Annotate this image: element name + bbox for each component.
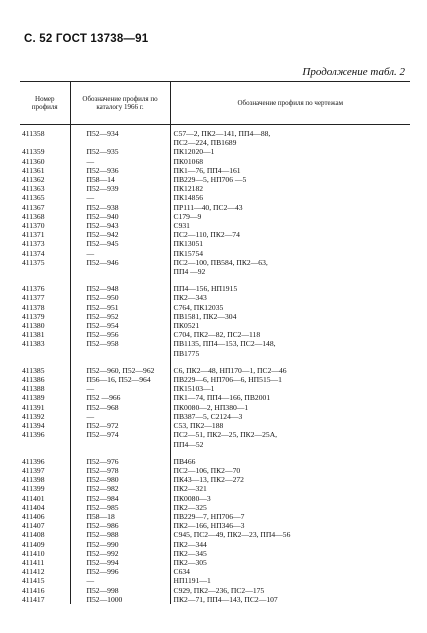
drawing-designation-line: ПК12020—1: [173, 147, 215, 157]
table-row: [20, 430, 410, 448]
drawing-designation-line: ПС2—51, ПК2—25, ПК2—25А,: [173, 430, 278, 440]
drawing-designation-cell: [170, 230, 410, 239]
catalog-designation-cell: П52—936: [70, 166, 170, 175]
catalog-designation-cell: П56—16, П52—964: [70, 375, 170, 384]
drawing-designation-cell: [170, 339, 410, 357]
drawing-designation-cell: [170, 430, 410, 448]
profile-table: [20, 81, 410, 604]
table-row: [20, 466, 410, 475]
catalog-designation-cell: —: [70, 193, 170, 202]
table-row: [20, 312, 410, 321]
table-row: [20, 567, 410, 576]
drawing-designation-line: ПВ1775: [173, 348, 200, 358]
profile-number-cell: 411365: [22, 193, 45, 203]
profile-number-cell: 411368: [22, 211, 45, 221]
profile-number-cell: 411386: [22, 375, 45, 385]
drawing-designation-cell: [170, 540, 410, 549]
drawing-designation-cell: [170, 521, 410, 530]
catalog-designation-cell: П52—951: [70, 303, 170, 312]
drawing-designation-cell: [170, 125, 410, 148]
catalog-designation-cell: П52—985: [70, 503, 170, 512]
profile-number-cell: 411407: [22, 521, 45, 531]
profile-number-cell: 411394: [22, 421, 45, 431]
table-row: [20, 595, 410, 604]
drawing-designation-line: ПП4—52: [173, 439, 204, 449]
drawing-designation-line: ПК12182: [173, 184, 204, 194]
catalog-designation-cell: П52—976: [70, 449, 170, 466]
table-row: [20, 375, 410, 384]
table-row: [20, 193, 410, 202]
table-row: [20, 239, 410, 248]
profile-number-cell: 411399: [22, 484, 45, 494]
drawing-designation-line: ПС2—110, ПК2—74: [173, 230, 240, 240]
profile-number-cell: 411381: [22, 330, 45, 340]
catalog-designation-cell: П52—943: [70, 221, 170, 230]
drawing-designation-cell: [170, 221, 410, 230]
drawing-designation-line: ПВ1135, ПП4—153, ПС2—148,: [173, 339, 276, 349]
drawing-designation-line: С764, ПК12035: [173, 302, 224, 312]
profile-number-cell: 411398: [22, 475, 45, 485]
catalog-designation-cell: П52—994: [70, 558, 170, 567]
drawing-designation-line: С634: [173, 567, 190, 577]
column-header-catalog-designation: Обозначение профиля по каталогу 1966 г.: [70, 82, 170, 125]
profile-number-cell: 411376: [22, 284, 45, 294]
catalog-designation-cell: П52—934: [70, 125, 170, 148]
drawing-designation-cell: [170, 239, 410, 248]
catalog-designation-cell: —: [70, 412, 170, 421]
table-body: [20, 125, 410, 604]
table-row: [20, 147, 410, 156]
drawing-designation-cell: [170, 175, 410, 184]
table-row: [20, 203, 410, 212]
drawing-designation-cell: [170, 403, 410, 412]
catalog-designation-cell: П52—978: [70, 466, 170, 475]
profile-number-cell: 411362: [22, 175, 45, 185]
catalog-designation-cell: П52—990: [70, 540, 170, 549]
profile-number-cell: 411408: [22, 530, 45, 540]
profile-number-cell: 411358: [22, 129, 45, 138]
table-row: [20, 339, 410, 357]
table-row: [20, 358, 410, 375]
table-row: [20, 125, 410, 148]
catalog-designation-cell: П52—939: [70, 184, 170, 193]
drawing-designation-cell: [170, 393, 410, 402]
drawing-designation-cell: [170, 276, 410, 293]
drawing-designation-cell: [170, 375, 410, 384]
table-row: [20, 484, 410, 493]
drawing-designation-line: ПК15754: [173, 248, 204, 258]
table-row: [20, 276, 410, 293]
drawing-designation-line: ПК0521: [173, 321, 200, 331]
table-row: [20, 403, 410, 412]
catalog-designation-cell: П52—942: [70, 230, 170, 239]
table-row: [20, 230, 410, 239]
table-row: [20, 421, 410, 430]
profile-number-cell: 411401: [22, 493, 45, 503]
catalog-designation-cell: П52 —966: [70, 393, 170, 402]
page-header: С. 52 ГОСТ 13738—91: [24, 33, 149, 45]
drawing-designation-line: НП1191—1: [173, 576, 211, 586]
drawing-designation-cell: [170, 258, 410, 276]
profile-number-cell: 411406: [22, 511, 45, 521]
drawing-designation-cell: [170, 193, 410, 202]
catalog-designation-cell: П52—950: [70, 293, 170, 302]
drawing-designation-line: ПВ1581, ПК2—304: [173, 311, 237, 321]
profile-number-cell: 411397: [22, 465, 45, 475]
drawing-designation-line: С53, ПК2—188: [173, 421, 224, 431]
drawing-designation-line: ПК1—74, ПП4—166, ПВ2001: [173, 393, 271, 403]
table-row: [20, 303, 410, 312]
catalog-designation-cell: П52—996: [70, 567, 170, 576]
drawing-designation-line: ПВ229—6, НП706—6, НП515—1: [173, 375, 282, 385]
drawing-designation-cell: [170, 184, 410, 193]
drawing-designation-cell: [170, 358, 410, 375]
drawing-designation-line: ПК01068: [173, 156, 204, 166]
profile-number-cell: 411379: [22, 311, 45, 321]
drawing-designation-cell: [170, 558, 410, 567]
profile-number-cell: 411359: [22, 147, 45, 157]
catalog-designation-cell: П52—956: [70, 330, 170, 339]
profile-number-cell: 411377: [22, 293, 45, 303]
table-row: [20, 449, 410, 466]
drawing-designation-line: ПК0080—2, НП380—1: [173, 402, 249, 412]
catalog-designation-cell: П52—974: [70, 430, 170, 448]
catalog-designation-cell: —: [70, 384, 170, 393]
profile-number-cell: 411375: [22, 257, 45, 267]
drawing-designation-line: С704, ПК2—82, ПС2—118: [173, 330, 261, 340]
catalog-designation-cell: П52—968: [70, 403, 170, 412]
table-row: [20, 494, 410, 503]
drawing-designation-cell: [170, 293, 410, 302]
catalog-designation-cell: П52—945: [70, 239, 170, 248]
profile-number-cell: 411417: [22, 594, 45, 604]
drawing-designation-line: ПВ466: [173, 456, 196, 466]
table-row: [20, 549, 410, 558]
profile-number-cell: 411370: [22, 221, 45, 231]
drawing-designation-cell: [170, 484, 410, 493]
table-row: [20, 293, 410, 302]
drawing-designation-line: ПВ387—5, С2124—3: [173, 411, 243, 421]
drawing-designation-line: С929, ПК2—236, ПС2—175: [173, 585, 265, 595]
profile-number-cell: 411371: [22, 230, 45, 240]
drawing-designation-line: С945, ПС2—49, ПК2—23, ПП4—56: [173, 530, 291, 540]
catalog-designation-cell: П52—954: [70, 321, 170, 330]
drawing-designation-cell: [170, 576, 410, 585]
column-header-drawing-designation: Обозначение профиля по чертежам: [170, 82, 410, 125]
drawing-designation-line: ПК2—344: [173, 539, 207, 549]
table-row: [20, 558, 410, 567]
catalog-designation-cell: П52—946: [70, 258, 170, 276]
drawing-designation-cell: [170, 421, 410, 430]
table-row: [20, 384, 410, 393]
drawing-designation-line: ПП4—156, НП1915: [173, 284, 238, 294]
catalog-designation-cell: П52—982: [70, 484, 170, 493]
drawing-designation-cell: [170, 321, 410, 330]
drawing-designation-line: ПВ229—7, НП706—7: [173, 511, 245, 521]
table-row: [20, 475, 410, 484]
drawing-designation-cell: [170, 147, 410, 156]
profile-number-cell: 411391: [22, 402, 45, 412]
drawing-designation-line: С6, ПК2—48, НП170—1, ПС2—46: [173, 365, 287, 375]
table-row: [20, 521, 410, 530]
drawing-designation-line: ПС2—100, ПВ584, ПК2—63,: [173, 257, 268, 267]
table-row: [20, 175, 410, 184]
catalog-designation-cell: П52—1000: [70, 595, 170, 604]
table-row: [20, 258, 410, 276]
profile-number-cell: 411385: [22, 365, 45, 375]
drawing-designation-cell: [170, 449, 410, 466]
catalog-designation-cell: П52—958: [70, 339, 170, 357]
profile-number-cell: 411416: [22, 585, 45, 595]
catalog-designation-cell: П58—14: [70, 175, 170, 184]
table-row: [20, 512, 410, 521]
drawing-designation-line: С931: [173, 221, 190, 231]
drawing-designation-cell: [170, 549, 410, 558]
catalog-designation-cell: П52—992: [70, 549, 170, 558]
profile-number-cell: 411396: [22, 456, 45, 466]
catalog-designation-cell: —: [70, 157, 170, 166]
profile-number-cell: 411410: [22, 548, 45, 558]
drawing-designation-cell: [170, 412, 410, 421]
drawing-designation-line: ПВ229—5, НП706 —5: [173, 175, 247, 185]
drawing-designation-cell: [170, 203, 410, 212]
profile-number-cell: 411392: [22, 411, 45, 421]
catalog-designation-cell: П52—938: [70, 203, 170, 212]
profile-number-cell: 411374: [22, 248, 45, 258]
drawing-designation-cell: [170, 249, 410, 258]
drawing-designation-line: ПК2—166, НП346—3: [173, 521, 245, 531]
catalog-designation-cell: —: [70, 576, 170, 585]
table-row: [20, 530, 410, 539]
drawing-designation-cell: [170, 312, 410, 321]
table-row: [20, 412, 410, 421]
profile-number-cell: 411380: [22, 321, 45, 331]
drawing-designation-line: ПК13051: [173, 239, 204, 249]
drawing-designation-line: ПК2—71, ПП4—143, ПС2—107: [173, 594, 278, 604]
table-header-row: [20, 82, 410, 125]
table-row: [20, 212, 410, 221]
drawing-designation-cell: [170, 212, 410, 221]
profile-number-cell: 411388: [22, 384, 45, 394]
profile-number-cell: 411373: [22, 239, 45, 249]
drawing-designation-cell: [170, 567, 410, 576]
table-row: [20, 540, 410, 549]
table-row: [20, 576, 410, 585]
catalog-designation-cell: П52—986: [70, 521, 170, 530]
drawing-designation-cell: [170, 475, 410, 484]
table-row: [20, 249, 410, 258]
profile-number-cell: 411409: [22, 539, 45, 549]
profile-number-cell: 411361: [22, 165, 45, 175]
profile-number-cell: 411360: [22, 156, 45, 166]
table-row: [20, 586, 410, 595]
drawing-designation-cell: [170, 503, 410, 512]
drawing-designation-cell: [170, 384, 410, 393]
catalog-designation-cell: —: [70, 249, 170, 258]
profile-number-cell: 411396: [22, 430, 45, 440]
profile-number-cell: 411378: [22, 302, 45, 312]
catalog-designation-cell: П52—980: [70, 475, 170, 484]
catalog-designation-cell: П52—940: [70, 212, 170, 221]
catalog-designation-cell: П52—998: [70, 586, 170, 595]
drawing-designation-line: ПК2—345: [173, 548, 207, 558]
drawing-designation-line: С57—2, ПК2—141, ПП4—88,: [173, 129, 271, 138]
drawing-designation-cell: [170, 494, 410, 503]
drawing-designation-cell: [170, 512, 410, 521]
table-continuation-label: Продолжение табл. 2: [302, 66, 405, 78]
profile-number-cell: 411412: [22, 567, 45, 577]
drawing-designation-line: ПК2—343: [173, 293, 207, 303]
catalog-designation-cell: П52—948: [70, 276, 170, 293]
drawing-designation-line: ПК2—321: [173, 484, 207, 494]
drawing-designation-cell: [170, 330, 410, 339]
profile-number-cell: 411383: [22, 339, 45, 349]
catalog-designation-cell: П52—935: [70, 147, 170, 156]
table-row: [20, 166, 410, 175]
drawing-designation-cell: [170, 586, 410, 595]
table-row: [20, 330, 410, 339]
drawing-designation-cell: [170, 303, 410, 312]
drawing-designation-line: ПК43—13, ПК2—272: [173, 475, 244, 485]
table-row: [20, 184, 410, 193]
catalog-designation-cell: П52—960, П52—962: [70, 358, 170, 375]
drawing-designation-line: ПР111—40, ПС2—43: [173, 202, 243, 212]
catalog-designation-cell: П58—18: [70, 512, 170, 521]
drawing-designation-line: ПС2—106, ПК2—70: [173, 465, 241, 475]
drawing-designation-line: ПК2—305: [173, 557, 207, 567]
catalog-designation-cell: П52—972: [70, 421, 170, 430]
drawing-designation-cell: [170, 157, 410, 166]
catalog-designation-cell: П52—984: [70, 494, 170, 503]
table-row: [20, 221, 410, 230]
profile-number-cell: 411367: [22, 202, 45, 212]
drawing-designation-line: ПС2—224, ПВ1689: [173, 138, 237, 148]
table-row: [20, 157, 410, 166]
column-header-profile-number: Номер профиля: [20, 82, 70, 125]
drawing-designation-line: ПК14856: [173, 193, 204, 203]
table-row: [20, 321, 410, 330]
table-row: [20, 393, 410, 402]
profile-number-cell: 411389: [22, 393, 45, 403]
table-row: [20, 503, 410, 512]
drawing-designation-cell: [170, 595, 410, 604]
drawing-designation-line: ПП4 —92: [173, 267, 206, 277]
drawing-designation-line: ПК15103—1: [173, 384, 215, 394]
catalog-designation-cell: П52—952: [70, 312, 170, 321]
drawing-designation-cell: [170, 530, 410, 539]
drawing-designation-line: С179—9: [173, 211, 202, 221]
catalog-designation-cell: П52—988: [70, 530, 170, 539]
drawing-designation-line: ПК2—325: [173, 502, 207, 512]
drawing-designation-line: ПК1—76, ПП4—161: [173, 165, 241, 175]
profile-number-cell: 411415: [22, 576, 45, 586]
drawing-designation-cell: [170, 166, 410, 175]
profile-number-cell: 411404: [22, 502, 45, 512]
profile-number-cell: 411411: [22, 557, 45, 567]
drawing-designation-line: ПК0080—3: [173, 493, 211, 503]
profile-number-cell: 411363: [22, 184, 45, 194]
drawing-designation-cell: [170, 466, 410, 475]
